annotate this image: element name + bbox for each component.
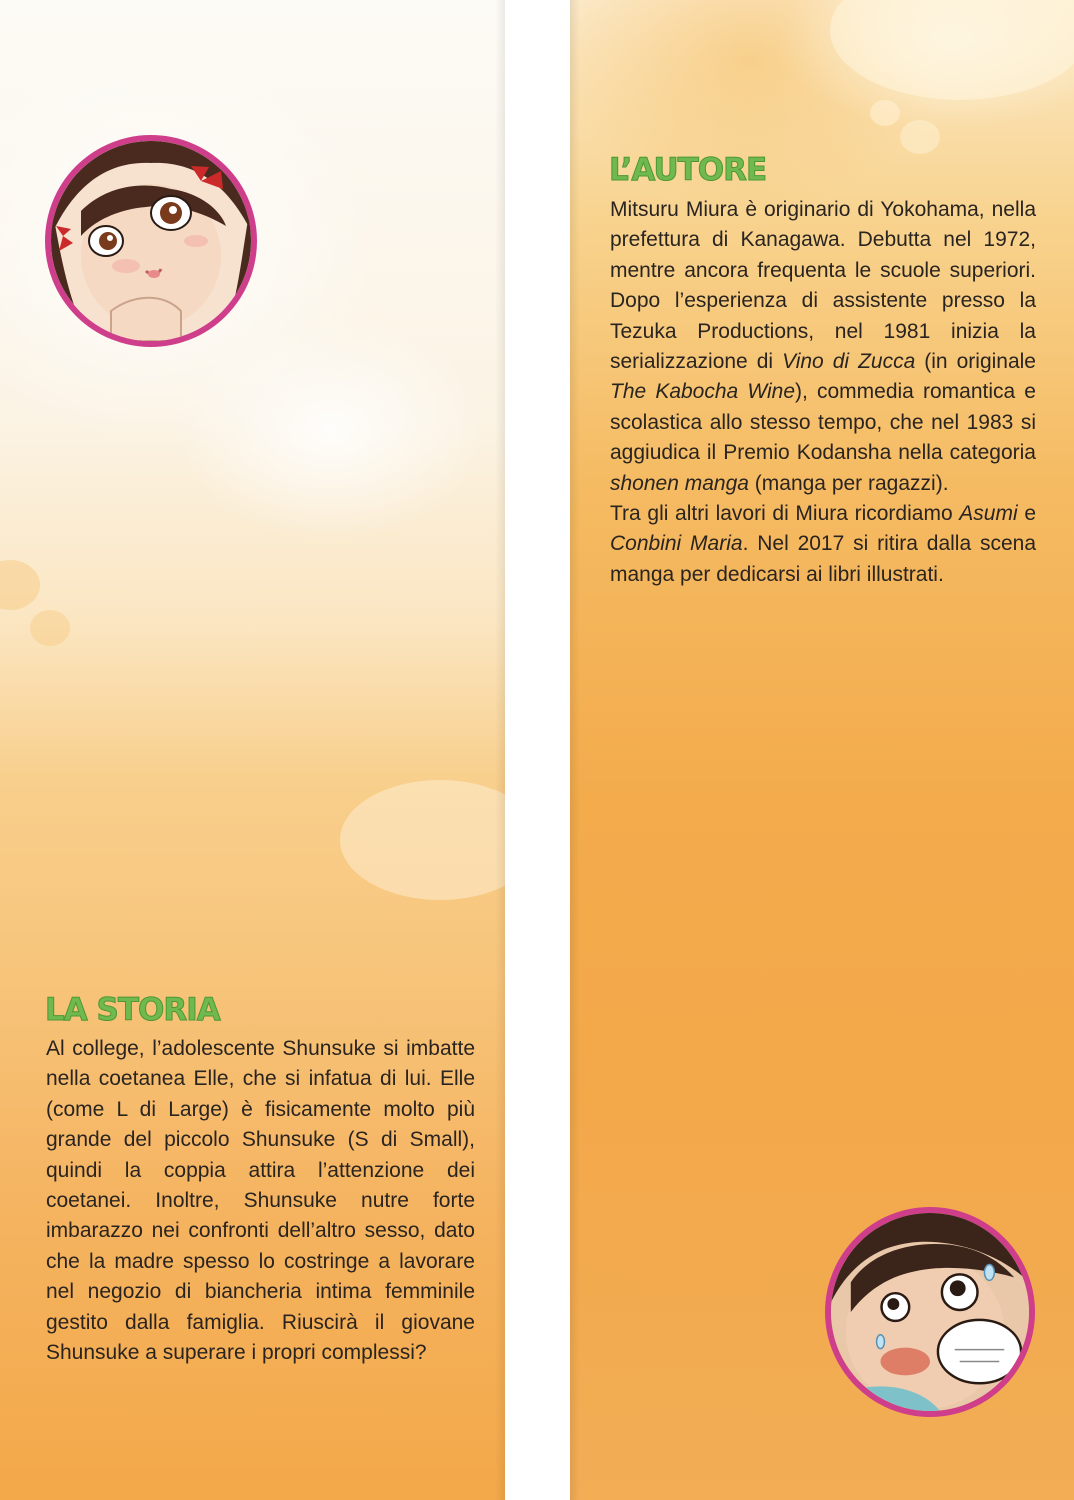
author-paragraph-2: Tra gli altri lavori di Miura ricordiamo Asumi e Conbini Maria. Nel 2017 si ritira dalla scena manga per dedicarsi ai libri illustrati. [610, 502, 1036, 586]
watercolor-blot [30, 610, 70, 646]
section-heading-story: LA STORIA [45, 992, 220, 1028]
work-title: The Kabocha Wine [610, 380, 796, 404]
watercolor-blot [870, 100, 900, 126]
watercolor-blot [830, 0, 1074, 100]
story-paragraph: Al college, l’adolescente Shunsuke si imbatte nella coetanea Elle, che si infatua di lui. Elle (come L di Large) è fisicamente molto più grande del piccolo Shunsuke (S di Small), quindi la coppia attira l’attenzione dei coetanei. Inoltre, Shunsuke nutre forte imbarazzo nei confronti dell’altro sesso, dato che la madre spesso lo costringe a lavorare nel negozio di biancheria intima femminile gestito dalla famiglia. Riuscirà il giovane Shunsuke a superare i propri complessi? [46, 1037, 475, 1365]
left-bookmark-panel [0, 0, 505, 1500]
watercolor-blot [900, 120, 940, 154]
girl-portrait-icon [51, 141, 251, 341]
work-title: Conbini Maria [610, 532, 743, 556]
watercolor-blot [340, 780, 505, 900]
watercolor-blot [0, 560, 40, 610]
genre-term: shonen manga [610, 471, 749, 495]
right-bookmark-panel [570, 0, 1074, 1500]
boy-portrait-avatar [825, 1207, 1035, 1417]
work-title: Asumi [959, 502, 1018, 526]
section-heading-author: L’AUTORE [609, 152, 767, 188]
author-paragraph-1: Mitsuru Miura è originario di Yokohama, nella prefettura di Kanagawa. Debutta nel 1972, mentre ancora frequenta le scuole superiori. Dopo l’esperienza di assistente presso la Tezuka Productions, nel 1981 inizia la serializzazione di Vino di Zucca (in originale The Kabocha Wine), commedia romantica e scolastica allo stesso tempo, che nel 1983 si aggiudica il Premio Kodansha nella categoria shonen manga (manga per ragazzi). [610, 198, 1036, 495]
story-text [46, 1034, 475, 1368]
author-text [610, 195, 1036, 590]
boy-portrait-icon [831, 1213, 1029, 1411]
work-title: Vino di Zucca [782, 350, 916, 374]
girl-portrait-avatar [45, 135, 257, 347]
